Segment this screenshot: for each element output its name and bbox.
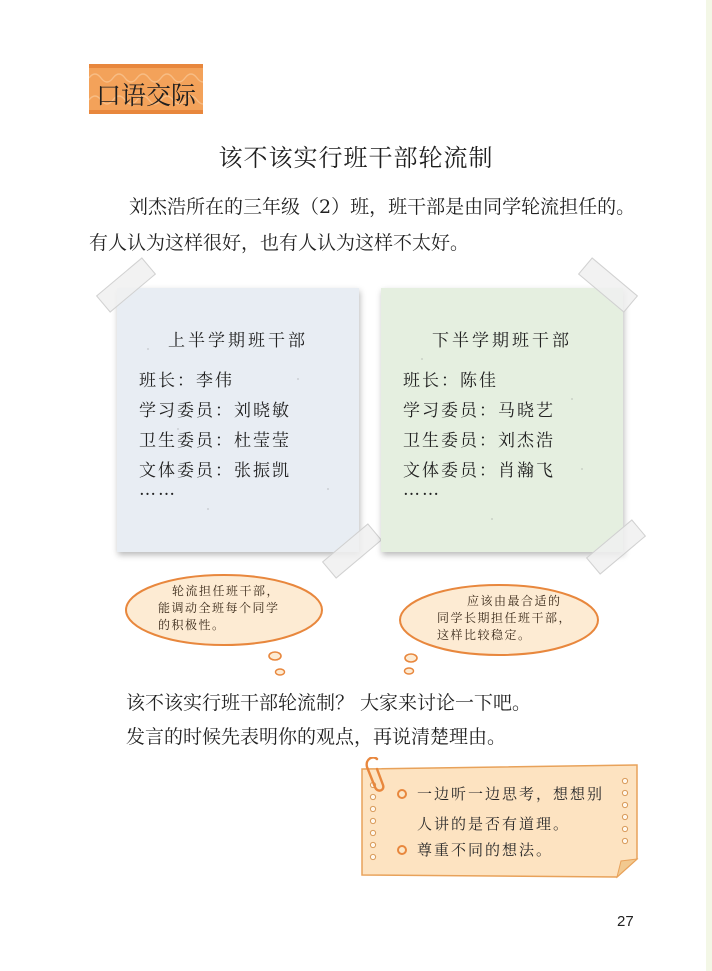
opinion-bubble-left	[124, 572, 328, 682]
second-term-cadre-note	[381, 288, 623, 552]
tip-item-1-line-1: 一边听一边思考，想想别	[417, 785, 605, 803]
tip-item-2: 尊重不同的想法。	[417, 841, 554, 859]
note-line-study: 学习委员：刘晓敏	[139, 401, 291, 421]
note-line-hygiene: 卫生委员：刘杰浩	[403, 431, 555, 451]
note-line-sports: 文体委员：张振凯	[139, 461, 291, 481]
page-number: 27	[617, 913, 634, 930]
note-line-monitor: 班长：陈佳	[403, 371, 498, 391]
tip-bullet-icon	[397, 845, 407, 855]
bubble-line: 应该由最合适的	[467, 594, 562, 608]
bubble-line: 这样比较稳定。	[437, 628, 532, 642]
prompt-line-1: 该不该实行班干部轮流制？ 大家来讨论一下吧。	[126, 692, 532, 714]
bubble-line: 轮流担任班干部，	[172, 584, 281, 598]
note-line-ellipsis: ……	[139, 480, 177, 500]
tip-item-1-line-2: 人讲的是否有道理。	[417, 815, 571, 833]
intro-line-1: 刘杰浩所在的三年级（2）班，班干部是由同学轮流担任的。	[129, 196, 636, 218]
note-line-monitor: 班长：李伟	[139, 371, 234, 391]
intro-line-2: 有人认为这样很好，也有人认为这样不太好。	[89, 232, 470, 254]
note-title: 上半学期班干部	[168, 331, 308, 351]
note-line-ellipsis: ……	[403, 480, 441, 500]
speaking-tips-card	[361, 757, 639, 883]
note-line-sports: 文体委员：肖瀚飞	[403, 461, 555, 481]
section-banner	[89, 64, 203, 114]
note-line-study: 学习委员：马晓艺	[403, 401, 555, 421]
bubble-line: 的积极性。	[158, 618, 226, 632]
first-term-cadre-note	[117, 288, 359, 552]
bubble-line: 能调动全班每个同学	[158, 601, 280, 615]
note-line-hygiene: 卫生委员：杜莹莹	[139, 431, 291, 451]
section-label: 口语交际	[95, 81, 196, 110]
prompt-line-2: 发言的时候先表明你的观点，再说清楚理由。	[126, 726, 507, 748]
opinion-bubble-right	[397, 582, 601, 682]
bubble-line: 同学长期担任班干部，	[437, 611, 573, 625]
lesson-title: 该不该实行班干部轮流制	[218, 144, 494, 172]
tip-bullet-icon	[397, 789, 407, 799]
note-title: 下半学期班干部	[432, 331, 572, 351]
